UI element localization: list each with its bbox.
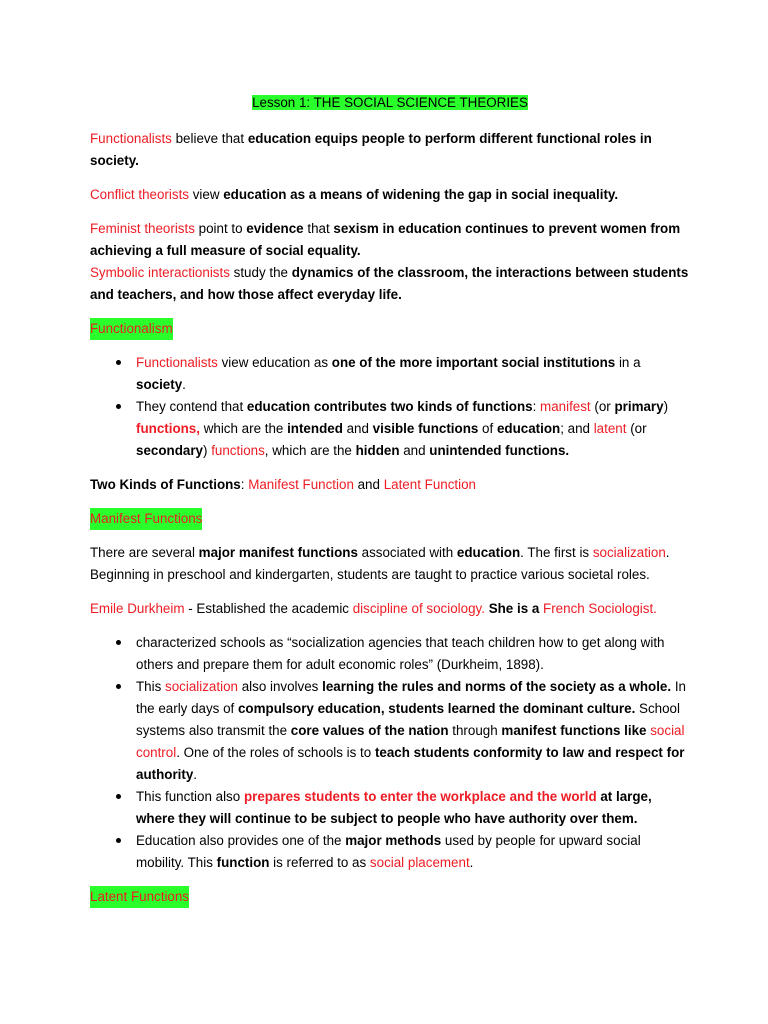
term: functions <box>211 443 265 458</box>
text: associated with <box>357 545 457 560</box>
list-item <box>90 396 690 462</box>
text: There are several <box>90 545 199 560</box>
text: They contend that <box>136 399 247 414</box>
list-item <box>90 676 690 786</box>
list-item <box>90 786 690 830</box>
durkheim-line <box>90 598 690 620</box>
emphasis: education equips people to perform different functional roles in society. <box>90 131 652 168</box>
emphasis: teach students conformity to law and respect for authority <box>136 745 685 782</box>
text: ; and <box>560 421 594 436</box>
intro-conflict <box>90 184 690 206</box>
term: Feminist theorists <box>90 221 195 236</box>
list-item <box>90 830 690 874</box>
text: used by people for upward social mobility. This <box>136 833 641 870</box>
text: This <box>136 679 166 694</box>
latent-heading-line <box>90 886 690 908</box>
text: : <box>532 399 541 414</box>
text: . <box>469 855 474 870</box>
text: and <box>399 443 430 458</box>
term: Functionalists <box>136 355 218 370</box>
text: This function also <box>136 789 244 804</box>
term: Conflict theorists <box>90 187 189 202</box>
emphasis: intended <box>287 421 343 436</box>
term: latent <box>593 421 627 436</box>
text: . Beginning in preschool and kindergarten, students are taught to practice various societal roles. <box>90 545 670 582</box>
title-line <box>90 92 690 114</box>
emphasis: major manifest functions <box>198 545 358 560</box>
text: School systems also transmit the <box>136 701 680 738</box>
text: . One of the roles of schools is to <box>176 745 375 760</box>
text: of <box>478 421 497 436</box>
text: . The first is <box>520 545 593 560</box>
emphasis: education <box>456 545 521 560</box>
text: Education also provides one of the <box>136 833 346 848</box>
manifest-intro <box>90 542 690 586</box>
text: and <box>342 421 373 436</box>
term: French Sociologist. <box>543 601 657 616</box>
emphasis: function <box>216 855 270 870</box>
term: manifest <box>540 399 591 414</box>
text: also involves <box>237 679 323 694</box>
emphasis: unintended functions. <box>429 443 570 458</box>
term: social control <box>136 723 685 760</box>
emphasis: secondary <box>136 443 203 458</box>
text: . <box>182 377 186 392</box>
emphasis: education contributes two kinds of functions <box>246 399 533 414</box>
text: characterized schools as “socialization agencies that teach children how to get along with others and prepare them for adult economic roles” (Durkheim, 1898). <box>136 635 665 672</box>
text: believe that <box>171 131 248 146</box>
text: that <box>303 221 334 236</box>
emphasis: visible functions <box>372 421 479 436</box>
list-item <box>90 632 690 676</box>
emphasis: sexism in education continues to prevent women from achieving a full measure of social equality. <box>90 221 681 258</box>
emphasis: She is a <box>484 601 544 616</box>
intro-symbolic <box>90 262 690 306</box>
emphasis: major methods <box>345 833 442 848</box>
term: Manifest Function <box>248 477 354 492</box>
term: discipline of sociology. <box>352 601 485 616</box>
emphasis: manifest functions like <box>501 723 651 738</box>
emphasis: learning the rules and norms of the society as a whole. <box>322 679 672 694</box>
text: in a <box>615 355 641 370</box>
text: : <box>240 477 249 492</box>
emphasis: one of the more important social institutions <box>331 355 616 370</box>
text: In the early days of <box>136 679 686 716</box>
text: study the <box>229 265 292 280</box>
functionalism-list <box>90 352 690 462</box>
term: Emile Durkheim <box>90 601 185 616</box>
latent-heading: Latent Functions <box>90 886 189 908</box>
text: (or <box>590 399 615 414</box>
emphasis: primary <box>614 399 664 414</box>
emphasis: society <box>136 377 183 392</box>
emphasis: compulsory education, students learned the dominant culture. <box>237 701 636 716</box>
emphasis: education as a means of widening the gap in social inequality. <box>223 187 619 202</box>
term: Functionalists <box>90 131 172 146</box>
text: , which are the <box>264 443 356 458</box>
text: view <box>188 187 224 202</box>
emphasis: dynamics of the classroom, the interactions between students and teachers, and how those affect everyday life. <box>90 265 689 302</box>
text: and <box>353 477 384 492</box>
intro-functionalists <box>90 128 690 172</box>
intro-feminist <box>90 218 690 262</box>
emphasis: education <box>496 421 561 436</box>
text: ) <box>663 399 669 414</box>
text: which are the <box>199 421 288 436</box>
manifest-heading-line <box>90 508 690 530</box>
document-title: Lesson 1: THE SOCIAL SCIENCE THEORIES <box>252 95 528 110</box>
manifest-list <box>90 632 690 874</box>
two-kinds-line <box>90 474 690 496</box>
text: (or <box>626 421 647 436</box>
manifest-heading: Manifest Functions <box>90 508 202 530</box>
emphasis: evidence <box>246 221 304 236</box>
text: is referred to as <box>269 855 370 870</box>
emphasis: Two Kinds of Functions <box>90 477 241 492</box>
term: prepares students to enter the workplace and the world <box>243 789 597 804</box>
term: socialization <box>165 679 238 694</box>
text: point to <box>194 221 247 236</box>
emphasis: at large, where they will continue to be subject to people who have authority over them. <box>136 789 652 826</box>
text: - Established the academic <box>184 601 353 616</box>
term: socialization <box>592 545 666 560</box>
term: Symbolic interactionists <box>90 265 230 280</box>
functionalism-heading: Functionalism <box>90 318 173 340</box>
term: Latent Function <box>383 477 476 492</box>
text: through <box>448 723 502 738</box>
term: functions, <box>136 421 200 436</box>
functionalism-heading-line <box>90 318 690 340</box>
text: view education as <box>217 355 332 370</box>
list-item <box>90 352 690 396</box>
emphasis: core values of the nation <box>290 723 449 738</box>
text: ) <box>203 443 212 458</box>
text: . <box>193 767 198 782</box>
emphasis: hidden <box>355 443 400 458</box>
term: social placement <box>369 855 470 870</box>
document-body <box>90 92 690 908</box>
